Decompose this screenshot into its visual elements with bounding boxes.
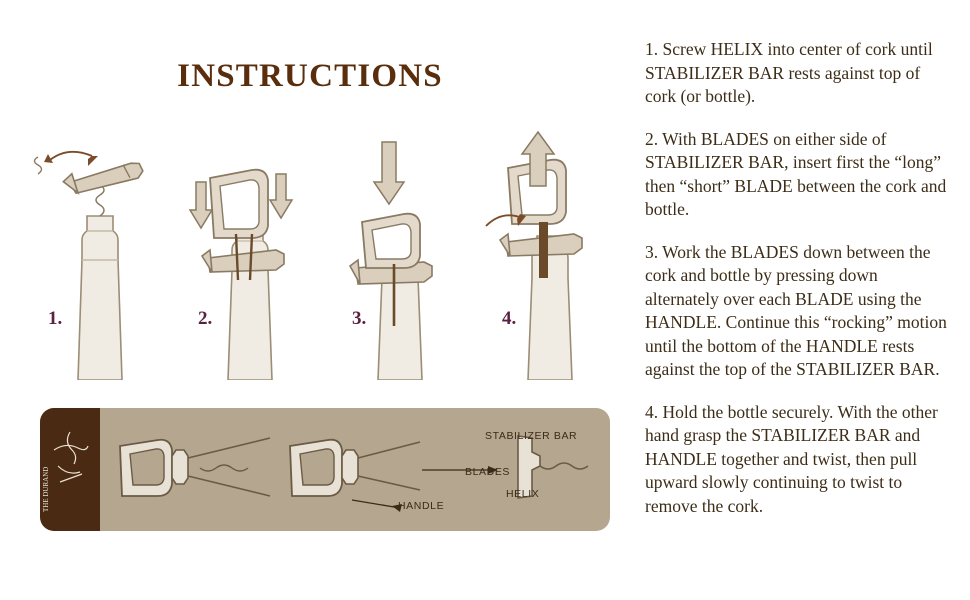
instruction-paragraph-3: 3. Work the BLADES down between the cork and bottle by pressing down alternately over each BLADE using the HANDLE. Continue this “rocking” motion until the bottom of the HANDLE rests against the top of the STABILIZER BAR. <box>645 241 947 379</box>
step-figure-3 <box>330 130 470 380</box>
step-number-3: 3. <box>352 308 367 329</box>
instruction-paragraph-2: 2. With BLADES on either side of STABILIZER BAR, insert first the “long” then “short” BLADE between the cork and bottle. <box>645 128 947 219</box>
instruction-paragraph-4: 4. Hold the bottle securely. With the other hand grasp the STABILIZER BAR and HANDLE together and twist, then pull upward slowly continuing to twist to remove the cork. <box>645 401 938 516</box>
step-figure-2 <box>180 130 320 380</box>
instruction-paragraph-1: 1. Screw HELIX into center of cork until STABILIZER BAR rests against top of cork (or bottle). <box>645 39 933 106</box>
legend-label-handle: HANDLE <box>398 500 445 512</box>
step-figure-1 <box>30 130 170 380</box>
step-number-1: 1. <box>48 308 63 329</box>
page-title: INSTRUCTIONS <box>177 58 443 94</box>
step-number-2: 2. <box>198 308 213 329</box>
legend-label-blades: BLADES <box>465 466 511 478</box>
legend-label-helix: HELIX <box>506 488 540 500</box>
svg-text:THE DURAND: THE DURAND <box>42 466 50 512</box>
parts-legend-bar <box>40 408 610 531</box>
legend-diagram <box>100 408 610 531</box>
legend-label-stabilizer-bar: STABILIZER BAR <box>485 430 578 442</box>
step-number-4: 4. <box>502 308 517 329</box>
instructions-text-column <box>645 38 950 537</box>
brand-mark <box>40 408 100 531</box>
step-figure-4 <box>480 130 620 380</box>
